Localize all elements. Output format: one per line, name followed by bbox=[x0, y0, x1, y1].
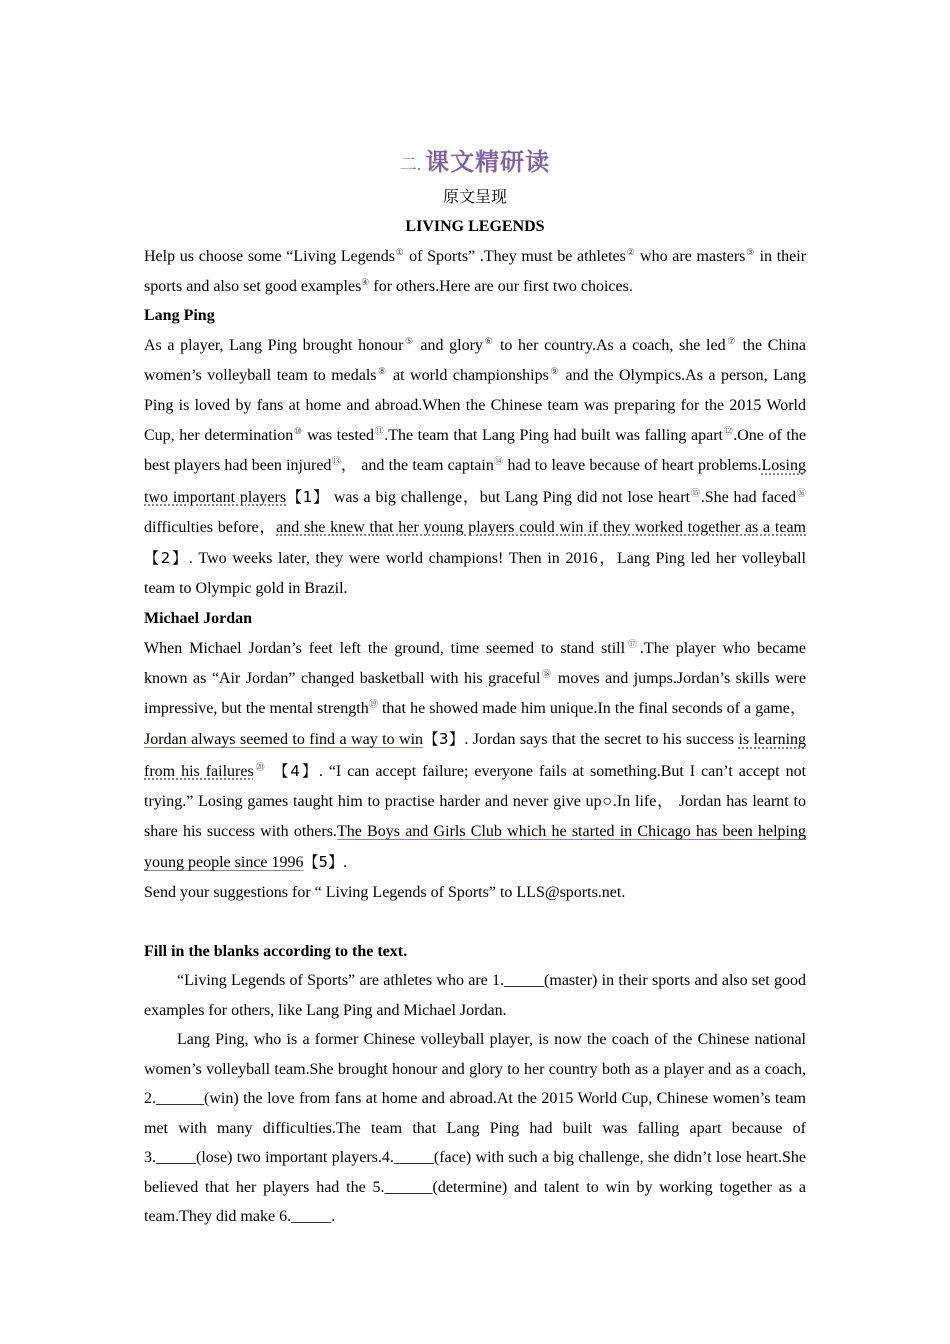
text-run: that he showed made him unique.In the final seconds of a game， bbox=[377, 700, 806, 718]
note-marker: ⑲ bbox=[368, 699, 378, 710]
note-marker: ② bbox=[625, 247, 636, 257]
note-marker: ⑫ bbox=[722, 426, 734, 437]
section-heading bbox=[144, 140, 806, 184]
text-run: . Jordan says that the secret to his success bbox=[464, 731, 739, 749]
text-run: and glory bbox=[414, 336, 483, 354]
intro-paragraph bbox=[144, 242, 806, 301]
text-run: When Michael Jordan’s feet left the ground, time seemed to stand still bbox=[144, 639, 626, 657]
note-marker: ⑨ bbox=[548, 365, 560, 376]
text-run: was tested bbox=[302, 427, 374, 445]
text-run: As a player, Lang Ping brought honour bbox=[144, 336, 404, 354]
lang-ping-paragraph bbox=[144, 331, 806, 605]
blank-line bbox=[144, 908, 806, 937]
text-run: difficulties before， bbox=[144, 518, 277, 536]
underlined-phrase-2: and she knew that her young players could win if they worked together as a team bbox=[276, 518, 806, 536]
text-run: .She had faced bbox=[700, 488, 797, 506]
text-run: was a big challenge，but Lang Ping did not lose heart bbox=[328, 488, 691, 506]
text-run: .The player who became known as “Air Jordan” changed basketball with his graceful bbox=[144, 639, 806, 688]
subheading: 原文呈现 bbox=[442, 189, 507, 206]
text-run: at world championships bbox=[387, 366, 549, 384]
note-marker: ⑤ bbox=[403, 335, 415, 346]
document-page bbox=[144, 140, 806, 1232]
text-run: Help us choose some “Living Legends bbox=[144, 248, 395, 265]
note-marker: ⑩ bbox=[293, 426, 303, 437]
michael-jordan-heading: Michael Jordan bbox=[144, 610, 252, 628]
note-marker: ⑰ bbox=[625, 638, 640, 649]
text-run: ， and the team captain bbox=[340, 457, 494, 475]
text-run: of Sports” .They must be athletes bbox=[404, 248, 626, 265]
section-number: 二. bbox=[399, 155, 422, 174]
exercise-paragraph-2: Lang Ping, who is a former Chinese volleyball player, is now the coach of the Chinese national women’s volleyball team.She brought honour and glory to her country both as a player and as a coach, 2.______(win) the love from fans at home and abroad.At the 2015 World Cup, Chinese women’s team met with many difficulties.The team that Lang Ping had built was falling apart because of 3._____(lose) two important players.4._____(face) with such a big challenge, she didn’t lose heart.She believed that her players had the 5.______(determine) and talent to win by working together as a team.They did make 6._____. bbox=[144, 1031, 806, 1226]
note-marker: ⑱ bbox=[540, 669, 553, 680]
note-marker: ⑧ bbox=[376, 365, 388, 376]
section-title: 课文精研读 bbox=[425, 148, 551, 176]
note-marker: ④ bbox=[361, 276, 370, 287]
text-run: and the Olympics.As a person, Lang Ping is loved by fans at home and abroad.When the Chinese team was preparing for the 2015 World Cup, her determination bbox=[144, 366, 807, 445]
bracket-marker-2: 【2】 bbox=[144, 548, 189, 567]
passage-title: LIVING LEGENDS bbox=[405, 218, 545, 235]
exercise-instruction: Fill in the blanks according to the text. bbox=[144, 942, 408, 960]
text-run: in their sports and also set good examples bbox=[144, 248, 807, 295]
text-run: to her country.As a coach, she led bbox=[494, 336, 726, 354]
text-run: who are masters bbox=[635, 248, 746, 265]
bracket-marker-5: 【5】 bbox=[303, 853, 344, 872]
underlined-phrase-4: is learning from his failures bbox=[144, 731, 807, 780]
lang-ping-heading: Lang Ping bbox=[144, 307, 215, 324]
text-run: .The team that Lang Ping had built was falling apart bbox=[384, 427, 723, 445]
text-run: had to leave because of heart problems. bbox=[503, 457, 762, 475]
note-marker: ⑳ bbox=[253, 761, 267, 772]
note-marker: ⑦ bbox=[725, 335, 737, 346]
text-run: . Two weeks later, they were world champions! Then in 2016，Lang Ping led her volleyball team to Olympic gold in Brazil. bbox=[144, 549, 806, 598]
bracket-marker-4: 【4】 bbox=[266, 761, 319, 780]
text-run: . “I can accept failure; everyone fails at something.But I can’t accept not trying.” Losing games taught him to practise harder and never give up○.In life， Jordan has learnt to share his success with others. bbox=[144, 762, 807, 841]
note-marker: ⑮ bbox=[690, 487, 701, 498]
text-run: moves and jumps.Jordan’s skills were impressive, but the mental strength bbox=[144, 670, 806, 718]
text-run: the China women’s volleyball team to medals bbox=[144, 336, 806, 384]
text-run: for others.Here are our first two choices. bbox=[369, 277, 633, 295]
bracket-marker-1: 【1】 bbox=[286, 487, 329, 506]
note-marker: ⑬ bbox=[331, 456, 341, 467]
note-marker: ③ bbox=[745, 247, 755, 257]
exercise-paragraph-1: “Living Legends of Sports” are athletes who are 1._____(master) in their sports and also set good examples for others, like Lang Ping and Michael Jordan. bbox=[144, 972, 806, 1019]
bracket-marker-3: 【3】 bbox=[423, 730, 465, 749]
underlined-phrase-1: Losing two important players bbox=[144, 457, 806, 506]
note-marker: ⑥ bbox=[482, 335, 495, 346]
text-run: .One of the best players had been injured bbox=[144, 427, 806, 475]
michael-jordan-paragraph bbox=[144, 634, 806, 879]
note-marker: ⑯ bbox=[796, 487, 806, 498]
note-marker: ① bbox=[394, 247, 405, 257]
underlined-phrase-5: The Boys and Girls Club which he started in Chicago has been helping young people since 1996 bbox=[144, 823, 806, 872]
text-run: . bbox=[343, 854, 348, 872]
note-marker: ⑭ bbox=[493, 456, 504, 467]
closing-line: Send your suggestions for “ Living Legends of Sports” to LLS@sports.net. bbox=[144, 884, 626, 902]
underlined-phrase-3: Jordan always seemed to find a way to win bbox=[144, 731, 424, 749]
note-marker: ⑪ bbox=[373, 426, 385, 437]
